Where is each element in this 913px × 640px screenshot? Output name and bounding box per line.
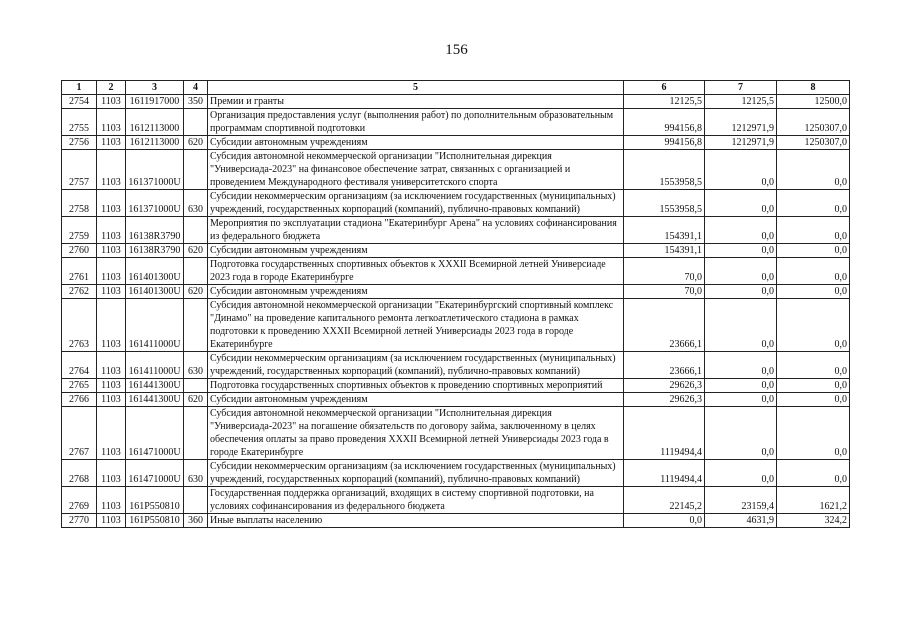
amount-col8: 324,2	[777, 514, 850, 528]
expense-type-code: 630	[184, 460, 208, 487]
amount-col6: 22145,2	[624, 487, 705, 514]
amount-col6: 994156,8	[624, 109, 705, 136]
amount-col6: 29626,3	[624, 379, 705, 393]
section-code: 1103	[97, 136, 126, 150]
row-number: 2764	[62, 352, 97, 379]
item-name: Субсидия автономной некоммерческой организации "Исполнительная дирекция "Универсиада-2023" на погашение обязательств по договору займа, заключенному в целях обеспечения оплаты за право проведения XXXII Всемирной летней Универсиады 2023 года в городе Екатеринбурге	[208, 407, 624, 460]
expense-type-code: 620	[184, 244, 208, 258]
section-code: 1103	[97, 285, 126, 299]
row-number: 2760	[62, 244, 97, 258]
section-code: 1103	[97, 407, 126, 460]
item-name: Субсидия автономной некоммерческой организации "Екатеринбургский спортивный комплекс "Динамо" на проведение капитального ремонта легкоатлетического стадиона в рамках подготовки к проведению XXXII Всемирной летней Универсиады 2023 года в городе Екатеринбурге	[208, 299, 624, 352]
row-number: 2770	[62, 514, 97, 528]
target-article-code: 161401300U	[126, 285, 184, 299]
row-number: 2763	[62, 299, 97, 352]
target-article-code: 16138R3790	[126, 244, 184, 258]
row-number: 2768	[62, 460, 97, 487]
amount-col8: 0,0	[777, 258, 850, 285]
expense-type-code	[184, 150, 208, 190]
row-number: 2767	[62, 407, 97, 460]
section-code: 1103	[97, 258, 126, 285]
section-code: 1103	[97, 299, 126, 352]
section-code: 1103	[97, 460, 126, 487]
amount-col8: 1250307,0	[777, 136, 850, 150]
item-name: Мероприятия по эксплуатации стадиона "Екатеринбург Арена" на условиях софинансирования из федерального бюджета	[208, 217, 624, 244]
item-name: Государственная поддержка организаций, входящих в систему спортивной подготовки, на условиях софинансирования из федерального бюджета	[208, 487, 624, 514]
amount-col8: 0,0	[777, 285, 850, 299]
header-cell: 3	[126, 81, 184, 95]
amount-col7: 12125,5	[705, 95, 777, 109]
amount-col6: 0,0	[624, 514, 705, 528]
amount-col8: 1250307,0	[777, 109, 850, 136]
amount-col7: 0,0	[705, 244, 777, 258]
expense-type-code: 630	[184, 352, 208, 379]
item-name: Подготовка государственных спортивных объектов к XXXII Всемирной летней Универсиаде 2023 года в городе Екатеринбурге	[208, 258, 624, 285]
amount-col8: 0,0	[777, 460, 850, 487]
row-number: 2757	[62, 150, 97, 190]
row-number: 2769	[62, 487, 97, 514]
item-name: Организация предоставления услуг (выполнения работ) по дополнительным образовательным программам спортивной подготовки	[208, 109, 624, 136]
expense-type-code: 620	[184, 393, 208, 407]
amount-col6: 154391,1	[624, 244, 705, 258]
target-article-code: 1611917000	[126, 95, 184, 109]
budget-table	[61, 80, 850, 528]
amount-col6: 23666,1	[624, 299, 705, 352]
row-number: 2759	[62, 217, 97, 244]
amount-col6: 12125,5	[624, 95, 705, 109]
expense-type-code	[184, 299, 208, 352]
amount-col6: 23666,1	[624, 352, 705, 379]
table-row	[62, 285, 850, 299]
amount-col7: 1212971,9	[705, 136, 777, 150]
target-article-code: 161371000U	[126, 150, 184, 190]
table-row	[62, 258, 850, 285]
header-row	[62, 81, 850, 95]
target-article-code: 161441300U	[126, 379, 184, 393]
section-code: 1103	[97, 190, 126, 217]
target-article-code: 161P550810	[126, 514, 184, 528]
amount-col6: 1553958,5	[624, 150, 705, 190]
header-cell: 5	[208, 81, 624, 95]
header-cell: 8	[777, 81, 850, 95]
item-name: Иные выплаты населению	[208, 514, 624, 528]
amount-col6: 994156,8	[624, 136, 705, 150]
header-cell: 4	[184, 81, 208, 95]
item-name: Премии и гранты	[208, 95, 624, 109]
row-number: 2755	[62, 109, 97, 136]
amount-col6: 70,0	[624, 285, 705, 299]
table-row	[62, 190, 850, 217]
amount-col8: 0,0	[777, 379, 850, 393]
item-name: Субсидии некоммерческим организациям (за исключением государственных (муниципальных) учреждений, государственных корпораций (компаний), публично-правовых компаний)	[208, 460, 624, 487]
table-row	[62, 393, 850, 407]
expense-type-code	[184, 217, 208, 244]
section-code: 1103	[97, 379, 126, 393]
table-row	[62, 407, 850, 460]
amount-col7: 0,0	[705, 379, 777, 393]
target-article-code: 161411000U	[126, 299, 184, 352]
amount-col7: 23159,4	[705, 487, 777, 514]
row-number: 2766	[62, 393, 97, 407]
table-row	[62, 352, 850, 379]
amount-col8: 0,0	[777, 150, 850, 190]
target-article-code: 161411000U	[126, 352, 184, 379]
table-row	[62, 299, 850, 352]
expense-type-code	[184, 109, 208, 136]
item-name: Субсидии автономным учреждениям	[208, 285, 624, 299]
table-row	[62, 136, 850, 150]
expense-type-code	[184, 258, 208, 285]
amount-col7: 0,0	[705, 460, 777, 487]
amount-col8: 12500,0	[777, 95, 850, 109]
header-cell: 1	[62, 81, 97, 95]
amount-col7: 1212971,9	[705, 109, 777, 136]
amount-col6: 1119494,4	[624, 407, 705, 460]
table-row	[62, 460, 850, 487]
item-name: Субсидии автономным учреждениям	[208, 393, 624, 407]
item-name: Субсидии некоммерческим организациям (за исключением государственных (муниципальных) учреждений, государственных корпораций (компаний), публично-правовых компаний)	[208, 352, 624, 379]
table-row	[62, 514, 850, 528]
target-article-code: 1612113000	[126, 109, 184, 136]
amount-col7: 0,0	[705, 190, 777, 217]
table-row	[62, 217, 850, 244]
expense-type-code: 350	[184, 95, 208, 109]
target-article-code: 161471000U	[126, 460, 184, 487]
amount-col6: 1119494,4	[624, 460, 705, 487]
amount-col8: 0,0	[777, 407, 850, 460]
row-number: 2765	[62, 379, 97, 393]
expense-type-code: 360	[184, 514, 208, 528]
item-name: Субсидия автономной некоммерческой организации "Исполнительная дирекция "Универсиада-2023" на финансовое обеспечение затрат, связанных с организацией и проведением Международного фестиваля университетского спорта	[208, 150, 624, 190]
section-code: 1103	[97, 514, 126, 528]
item-name: Субсидии автономным учреждениям	[208, 244, 624, 258]
table-row	[62, 150, 850, 190]
amount-col7: 0,0	[705, 299, 777, 352]
amount-col8: 0,0	[777, 244, 850, 258]
expense-type-code	[184, 379, 208, 393]
item-name: Субсидии некоммерческим организациям (за исключением государственных (муниципальных) учреждений, государственных корпораций (компаний), публично-правовых компаний)	[208, 190, 624, 217]
table-row	[62, 379, 850, 393]
expense-type-code	[184, 487, 208, 514]
expense-type-code: 630	[184, 190, 208, 217]
target-article-code: 161441300U	[126, 393, 184, 407]
amount-col6: 1553958,5	[624, 190, 705, 217]
row-number: 2758	[62, 190, 97, 217]
amount-col7: 0,0	[705, 407, 777, 460]
amount-col7: 0,0	[705, 352, 777, 379]
amount-col7: 0,0	[705, 285, 777, 299]
amount-col6: 29626,3	[624, 393, 705, 407]
amount-col8: 0,0	[777, 299, 850, 352]
expense-type-code: 620	[184, 136, 208, 150]
amount-col7: 0,0	[705, 150, 777, 190]
header-cell: 2	[97, 81, 126, 95]
section-code: 1103	[97, 352, 126, 379]
row-number: 2756	[62, 136, 97, 150]
table-row	[62, 487, 850, 514]
expense-type-code: 620	[184, 285, 208, 299]
amount-col7: 0,0	[705, 393, 777, 407]
section-code: 1103	[97, 487, 126, 514]
expense-type-code	[184, 407, 208, 460]
row-number: 2762	[62, 285, 97, 299]
target-article-code: 161371000U	[126, 190, 184, 217]
section-code: 1103	[97, 393, 126, 407]
amount-col6: 70,0	[624, 258, 705, 285]
target-article-code: 16138R3790	[126, 217, 184, 244]
amount-col8: 0,0	[777, 393, 850, 407]
amount-col8: 0,0	[777, 217, 850, 244]
target-article-code: 161471000U	[126, 407, 184, 460]
section-code: 1103	[97, 150, 126, 190]
target-article-code: 1612113000	[126, 136, 184, 150]
table-row	[62, 244, 850, 258]
row-number: 2754	[62, 95, 97, 109]
table-row	[62, 109, 850, 136]
amount-col8: 0,0	[777, 190, 850, 217]
item-name: Подготовка государственных спортивных объектов к проведению спортивных мероприятий	[208, 379, 624, 393]
header-cell: 6	[624, 81, 705, 95]
section-code: 1103	[97, 95, 126, 109]
amount-col6: 154391,1	[624, 217, 705, 244]
row-number: 2761	[62, 258, 97, 285]
target-article-code: 161401300U	[126, 258, 184, 285]
section-code: 1103	[97, 109, 126, 136]
header-cell: 7	[705, 81, 777, 95]
amount-col7: 0,0	[705, 217, 777, 244]
amount-col8: 1621,2	[777, 487, 850, 514]
page-number: 156	[445, 42, 468, 58]
amount-col7: 4631,9	[705, 514, 777, 528]
section-code: 1103	[97, 217, 126, 244]
item-name: Субсидии автономным учреждениям	[208, 136, 624, 150]
section-code: 1103	[97, 244, 126, 258]
amount-col8: 0,0	[777, 352, 850, 379]
target-article-code: 161P550810	[126, 487, 184, 514]
amount-col7: 0,0	[705, 258, 777, 285]
table-row	[62, 95, 850, 109]
